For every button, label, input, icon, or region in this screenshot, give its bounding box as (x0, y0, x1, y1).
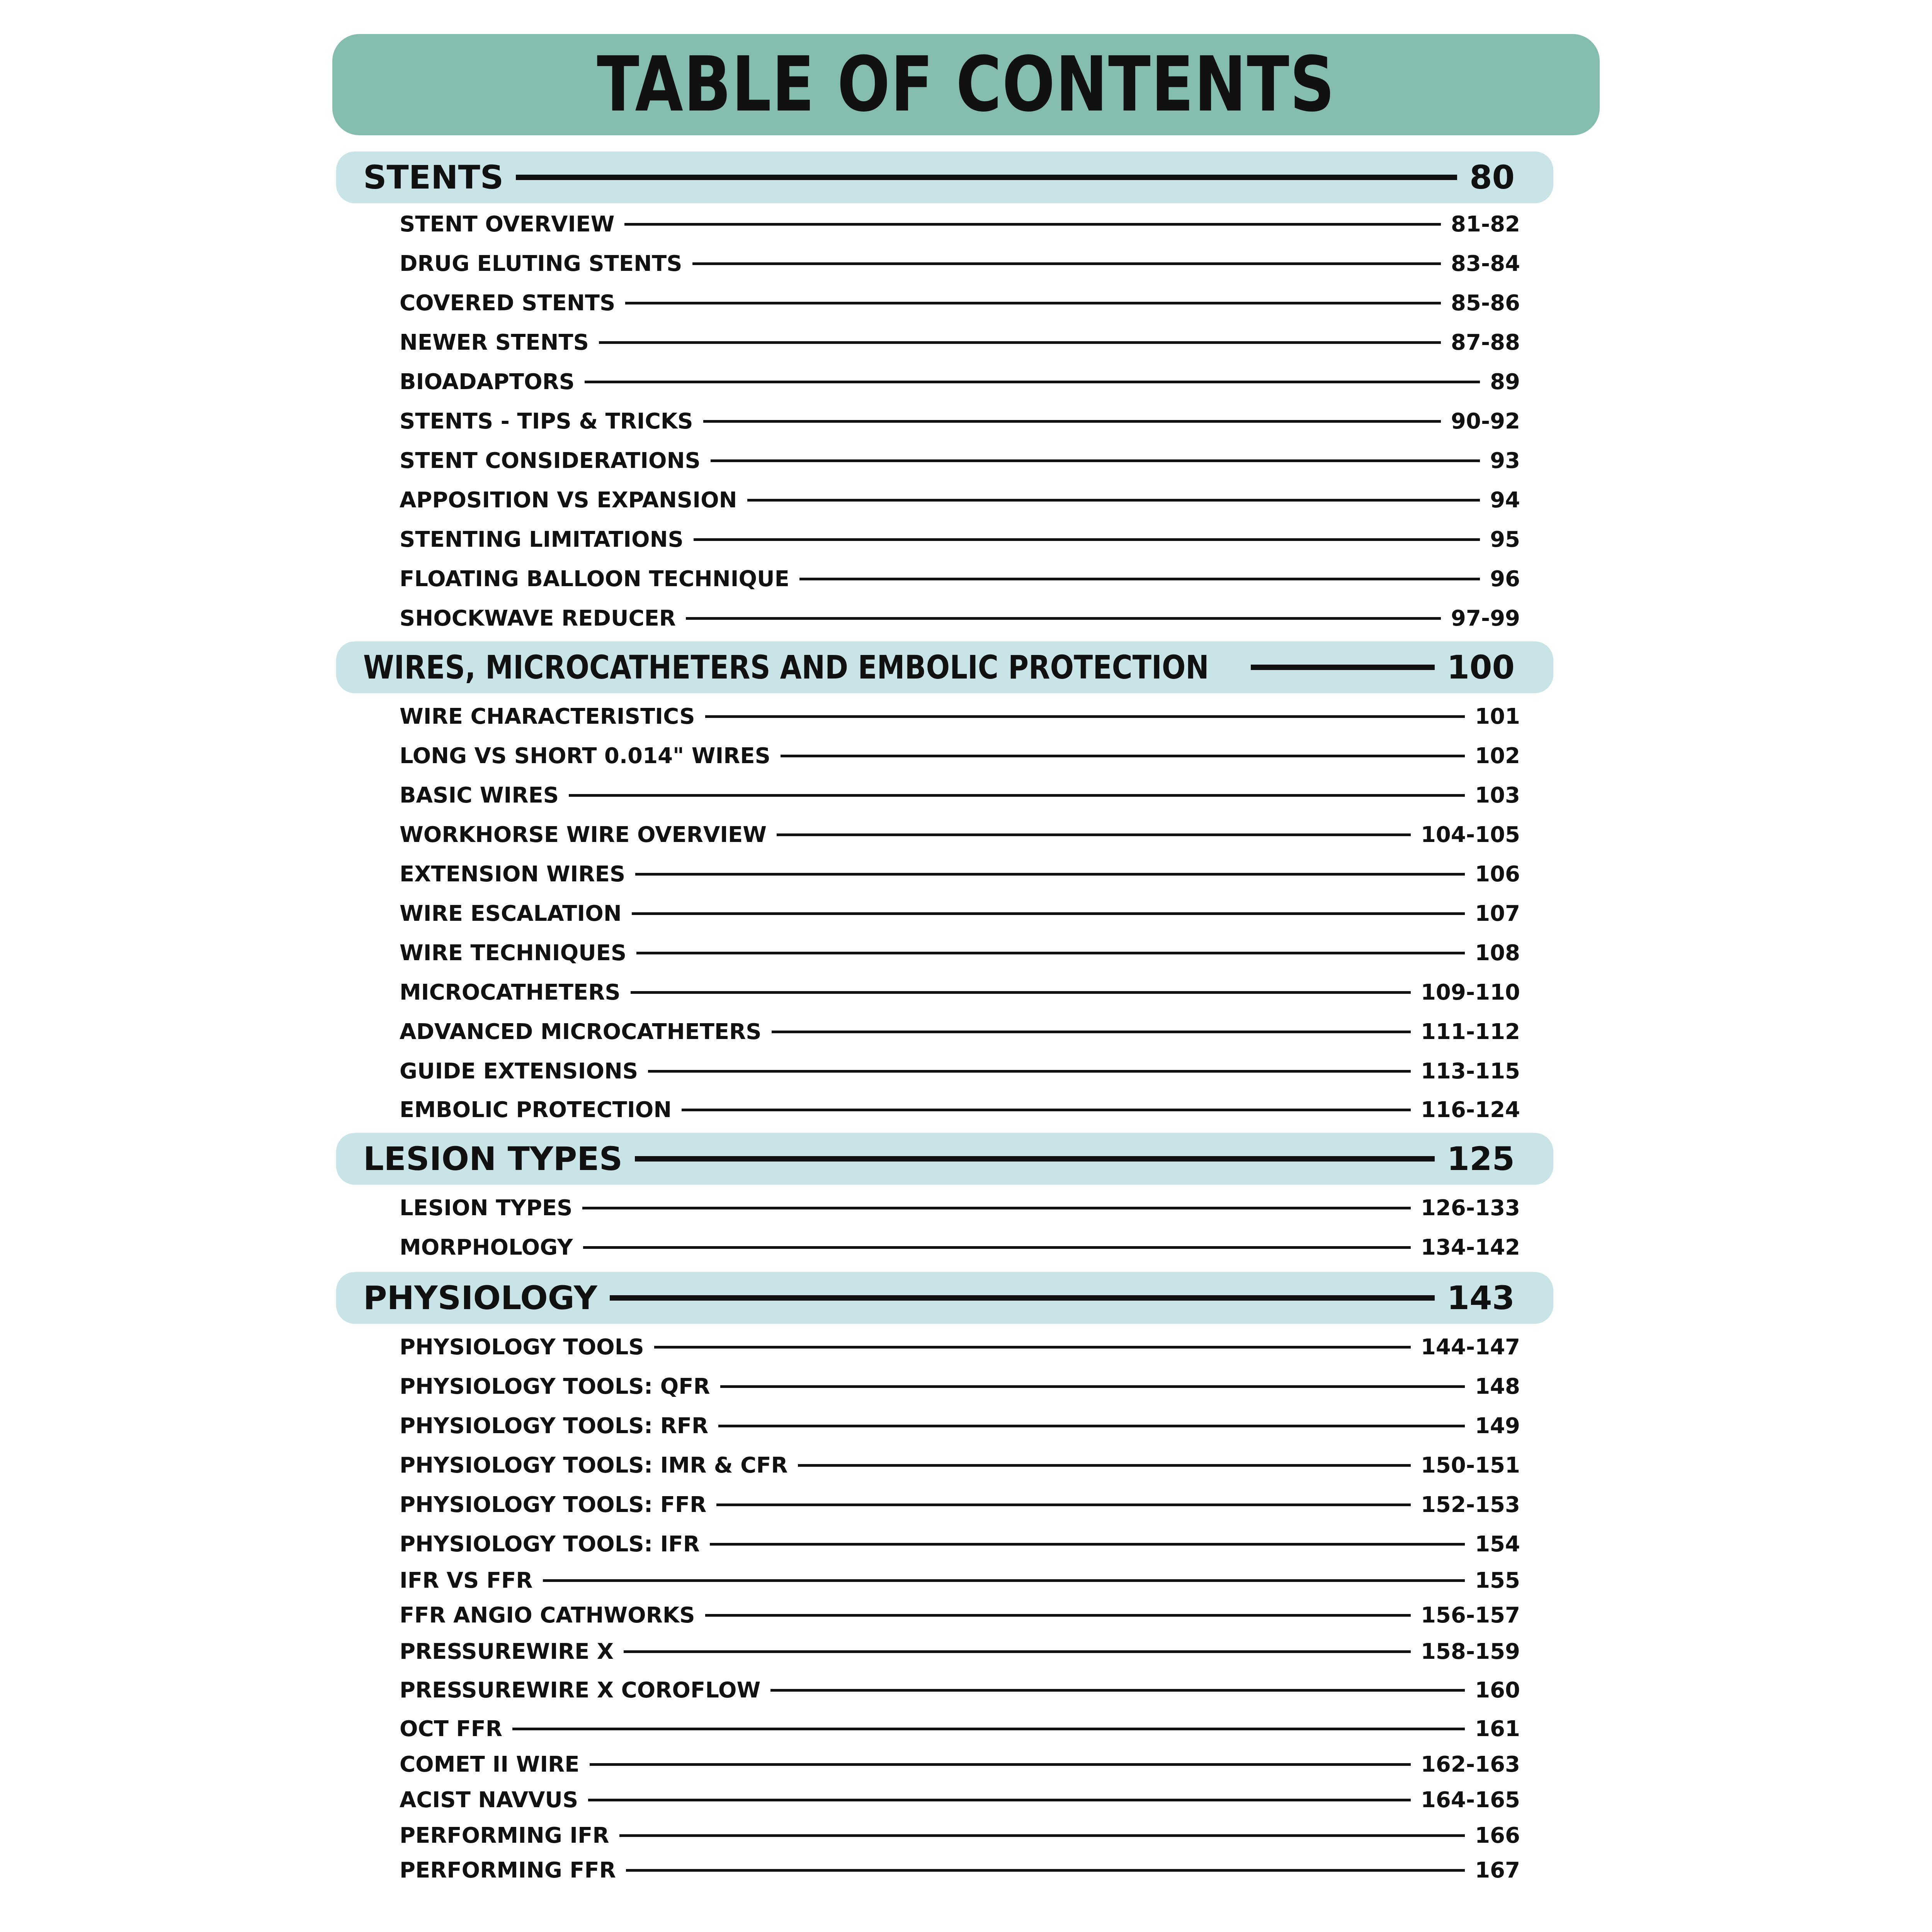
leader-line (512, 1728, 1465, 1730)
leader-line (516, 175, 1457, 180)
entry-page-number: 134-142 (1420, 1235, 1520, 1260)
toc-entry-wire-escalation[interactable] (400, 898, 1520, 929)
entry-title: FFR ANGIO CATHWORKS (400, 1602, 695, 1628)
toc-entry-physiology-tools[interactable] (400, 1332, 1520, 1362)
leader-line (583, 1246, 1411, 1249)
leader-line (703, 420, 1441, 423)
toc-entry-physiology-tools-ffr[interactable] (400, 1489, 1520, 1520)
toc-entry-stenting-limitations[interactable] (400, 524, 1520, 555)
leader-line (619, 1834, 1465, 1837)
section-header-physiology[interactable] (336, 1272, 1553, 1324)
leader-line (720, 1385, 1465, 1388)
leader-line (718, 1425, 1465, 1427)
leader-line (694, 538, 1480, 541)
entry-page-number: 148 (1475, 1374, 1520, 1399)
entry-title: EMBOLIC PROTECTION (400, 1097, 672, 1122)
leader-line (711, 459, 1480, 462)
toc-entry-covered-stents[interactable] (400, 287, 1520, 318)
entry-page-number: 106 (1475, 861, 1520, 887)
leader-line (585, 381, 1480, 383)
leader-line (799, 578, 1480, 580)
leader-line (632, 912, 1465, 915)
leader-line (747, 499, 1480, 502)
toc-entry-guide-extensions[interactable] (400, 1056, 1520, 1087)
entry-page-number: 102 (1475, 743, 1520, 769)
entry-page-number: 144-147 (1420, 1334, 1520, 1360)
entry-title: PHYSIOLOGY TOOLS: IFR (400, 1531, 700, 1557)
entry-page-number: 149 (1475, 1413, 1520, 1439)
entry-title: PERFORMING IFR (400, 1823, 609, 1848)
entry-title: SHOCKWAVE REDUCER (400, 605, 676, 631)
entry-title: PERFORMING FFR (400, 1857, 616, 1883)
leader-line (798, 1464, 1411, 1467)
entry-page-number: 94 (1490, 487, 1520, 513)
leader-line (705, 715, 1465, 718)
entry-page-number: 162-163 (1420, 1752, 1520, 1777)
entry-page-number: 113-115 (1420, 1058, 1520, 1084)
toc-entry-apposition-vs-expansion[interactable] (400, 485, 1520, 515)
entry-title: EXTENSION WIRES (400, 861, 626, 887)
entry-title: GUIDE EXTENSIONS (400, 1058, 638, 1084)
section-header-lesion-types[interactable] (336, 1133, 1553, 1185)
entry-page-number: 126-133 (1420, 1195, 1520, 1221)
section-title: STENTS (363, 158, 504, 196)
leader-line (636, 952, 1465, 954)
entry-title: PHYSIOLOGY TOOLS (400, 1334, 644, 1360)
toc-entry-lesion-types[interactable] (400, 1192, 1520, 1223)
entry-title: ACIST NAVVUS (400, 1787, 578, 1813)
entry-page-number: 167 (1475, 1857, 1520, 1883)
leader-line (588, 1799, 1411, 1801)
leader-line (770, 1689, 1465, 1692)
leader-line (582, 1207, 1411, 1209)
entry-title: BIOADAPTORS (400, 369, 575, 395)
toc-entry-physiology-tools-rfr[interactable] (400, 1410, 1520, 1441)
entry-page-number: 101 (1475, 704, 1520, 729)
entry-title: PRESSUREWIRE X (400, 1639, 614, 1664)
leader-line (716, 1503, 1411, 1506)
toc-entry-extension-wires[interactable] (400, 859, 1520, 889)
entry-title: WIRE TECHNIQUES (400, 940, 627, 966)
entry-title: APPOSITION VS EXPANSION (400, 487, 737, 513)
entry-page-number: 158-159 (1420, 1639, 1520, 1664)
leader-line (626, 1869, 1465, 1872)
entry-page-number: 107 (1475, 901, 1520, 926)
entry-page-number: 109-110 (1420, 980, 1520, 1005)
toc-entry-shockwave-reducer[interactable] (400, 603, 1520, 634)
entry-page-number: 108 (1475, 940, 1520, 966)
section-page-number: 80 (1469, 158, 1515, 196)
leader-line (692, 262, 1441, 265)
section-header-wires-microcatheters-and-embolic-protection[interactable] (336, 641, 1553, 693)
entry-title: ADVANCED MICROCATHETERS (400, 1019, 762, 1044)
entry-page-number: 96 (1490, 566, 1520, 592)
entry-title: BASIC WIRES (400, 782, 559, 808)
entry-title: COVERED STENTS (400, 290, 616, 316)
entry-page-number: 104-105 (1420, 822, 1520, 847)
entry-title: STENT CONSIDERATIONS (400, 448, 701, 473)
toc-entry-workhorse-wire-overview[interactable] (400, 819, 1520, 850)
entry-title: STENTS - TIPS & TRICKS (400, 408, 693, 434)
entry-title: PHYSIOLOGY TOOLS: FFR (400, 1492, 707, 1517)
entry-page-number: 87-88 (1451, 330, 1520, 355)
entry-title: LONG VS SHORT 0.014" WIRES (400, 743, 771, 769)
entry-page-number: 95 (1490, 527, 1520, 552)
section-title: WIRES, MICROCATHETERS AND EMBOLIC PROTECTION (363, 648, 1209, 686)
toc-entry-bioadaptors[interactable] (400, 366, 1520, 397)
entry-page-number: 103 (1475, 782, 1520, 808)
toc-entry-drug-eluting-stents[interactable] (400, 248, 1520, 279)
leader-line (590, 1763, 1411, 1766)
entry-page-number: 81-82 (1451, 211, 1520, 237)
section-title: LESION TYPES (363, 1140, 623, 1178)
leader-line (772, 1031, 1411, 1033)
toc-entry-advanced-microcatheters[interactable] (400, 1016, 1520, 1047)
toc-entry-wire-techniques[interactable] (400, 937, 1520, 968)
toc-entry-morphology[interactable] (400, 1232, 1520, 1263)
section-header-stents[interactable] (336, 151, 1553, 203)
entry-title: IFR VS FFR (400, 1568, 533, 1593)
entry-page-number: 150-151 (1420, 1452, 1520, 1478)
toc-entry-embolic-protection[interactable] (400, 1094, 1520, 1125)
entry-page-number: 83-84 (1451, 251, 1520, 276)
leader-line (569, 794, 1465, 797)
entry-page-number: 160 (1475, 1677, 1520, 1703)
leader-line (543, 1579, 1465, 1582)
toc-entry-stent-considerations[interactable] (400, 445, 1520, 476)
leader-line (710, 1543, 1465, 1546)
leader-line (777, 833, 1411, 836)
entry-page-number: 154 (1475, 1531, 1520, 1557)
toc-entry-long-vs-short-0-014-wires[interactable] (400, 740, 1520, 771)
entry-page-number: 156-157 (1420, 1602, 1520, 1628)
leader-line (781, 755, 1465, 757)
entry-title: LESION TYPES (400, 1195, 573, 1221)
leader-line (624, 1650, 1411, 1653)
toc-entry-floating-balloon-technique[interactable] (400, 563, 1520, 594)
toc-entry-oct-ffr[interactable] (400, 1713, 1520, 1744)
leader-line (625, 302, 1441, 304)
entry-page-number: 90-92 (1451, 408, 1520, 434)
toc-entry-stents-tips-tricks[interactable] (400, 406, 1520, 437)
leader-line (635, 873, 1465, 876)
entry-title: STENTING LIMITATIONS (400, 527, 684, 552)
entry-title: PHYSIOLOGY TOOLS: IMR & CFR (400, 1452, 788, 1478)
page-title: TABLE OF CONTENTS (597, 41, 1335, 129)
entry-title: MICROCATHETERS (400, 980, 621, 1005)
entry-title: WIRE ESCALATION (400, 901, 622, 926)
leader-line (599, 341, 1441, 344)
toc-entry-pressurewire-x[interactable] (400, 1636, 1520, 1667)
leader-line (624, 223, 1441, 226)
leader-line (705, 1614, 1411, 1617)
entry-page-number: 111-112 (1420, 1019, 1520, 1044)
toc-entry-ffr-angio-cathworks[interactable] (400, 1600, 1520, 1631)
toc-entry-physiology-tools-imr-cfr[interactable] (400, 1450, 1520, 1481)
leader-line (654, 1346, 1411, 1349)
title-banner (332, 34, 1600, 135)
leader-line (648, 1070, 1411, 1073)
entry-title: WORKHORSE WIRE OVERVIEW (400, 822, 767, 847)
section-page-number: 100 (1447, 648, 1515, 686)
leader-line (682, 1109, 1411, 1111)
section-page-number: 125 (1447, 1140, 1515, 1178)
entry-title: PHYSIOLOGY TOOLS: RFR (400, 1413, 709, 1439)
toc-entry-basic-wires[interactable] (400, 780, 1520, 811)
toc-entry-comet-ii-wire[interactable] (400, 1749, 1520, 1780)
toc-entry-wire-characteristics[interactable] (400, 701, 1520, 732)
section-page-number: 143 (1447, 1279, 1515, 1317)
entry-title: PHYSIOLOGY TOOLS: QFR (400, 1374, 710, 1399)
entry-page-number: 89 (1490, 369, 1520, 395)
entry-page-number: 116-124 (1420, 1097, 1520, 1122)
toc-entry-physiology-tools-qfr[interactable] (400, 1371, 1520, 1402)
section-title: PHYSIOLOGY (363, 1279, 597, 1317)
toc-entry-pressurewire-x-coroflow[interactable] (400, 1675, 1520, 1706)
toc-entry-acist-navvus[interactable] (400, 1784, 1520, 1815)
leader-line (635, 1156, 1434, 1162)
entry-page-number: 152-153 (1420, 1492, 1520, 1517)
toc-entry-microcatheters[interactable] (400, 977, 1520, 1008)
entry-title: COMET II WIRE (400, 1752, 580, 1777)
entry-page-number: 166 (1475, 1823, 1520, 1848)
toc-entry-performing-ifr[interactable] (400, 1820, 1520, 1851)
toc-entry-physiology-tools-ifr[interactable] (400, 1529, 1520, 1560)
leader-line (686, 617, 1441, 620)
toc-entry-performing-ffr[interactable] (400, 1855, 1520, 1886)
entry-page-number: 155 (1475, 1568, 1520, 1593)
entry-title: PRESSUREWIRE X COROFLOW (400, 1677, 761, 1703)
entry-title: MORPHOLOGY (400, 1235, 573, 1260)
leader-line (631, 991, 1411, 994)
toc-entry-ifr-vs-ffr[interactable] (400, 1565, 1520, 1596)
entry-page-number: 85-86 (1451, 290, 1520, 316)
entry-title: WIRE CHARACTERISTICS (400, 704, 695, 729)
entry-title: STENT OVERVIEW (400, 211, 615, 237)
entry-title: NEWER STENTS (400, 330, 589, 355)
entry-page-number: 164-165 (1420, 1787, 1520, 1813)
entry-page-number: 93 (1490, 448, 1520, 473)
toc-entry-stent-overview[interactable] (400, 209, 1520, 240)
entry-title: FLOATING BALLOON TECHNIQUE (400, 566, 789, 592)
leader-line (1251, 665, 1435, 670)
entry-title: OCT FFR (400, 1716, 503, 1742)
entry-page-number: 161 (1475, 1716, 1520, 1742)
leader-line (610, 1295, 1435, 1301)
toc-entry-newer-stents[interactable] (400, 327, 1520, 358)
entry-title: DRUG ELUTING STENTS (400, 251, 682, 276)
entry-page-number: 97-99 (1451, 605, 1520, 631)
